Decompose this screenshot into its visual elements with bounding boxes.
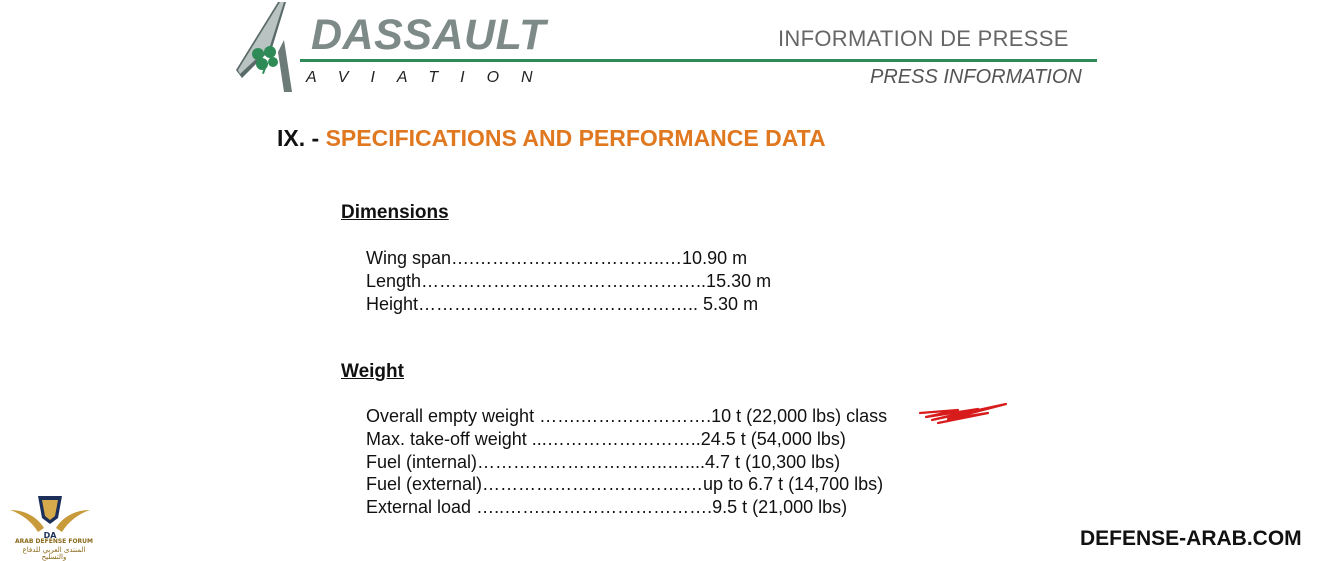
section-title (277, 127, 826, 150)
section-title-text: SPECIFICATIONS AND PERFORMANCE DATA (325, 125, 826, 151)
spec-fuel-external: Fuel (external)…………………………….…up to 6.7 t (14,700 lbs) (366, 474, 884, 495)
spec-length: Length……………….………………………..15.30 m (366, 270, 772, 291)
spec-max-takeoff-weight: Max. take-off weight ...……………………..24.5 t (54,000 lbs) (366, 428, 846, 449)
spec-external-load: External load …..…….……………………….9.5 t (21,000 lbs) (366, 497, 848, 518)
spec-fuel-internal: Fuel (internal)…………………………..…....4.7 t (10,300 lbs) (366, 451, 841, 472)
site-watermark: DEFENSE-ARAB.COM (1080, 527, 1302, 550)
spec-height: Height……………………………………….. 5.30 m (366, 293, 759, 314)
red-scribble-mark (918, 401, 1010, 427)
weight-list (366, 405, 887, 519)
dassault-logo-icon (232, 0, 302, 92)
dimensions-list (366, 247, 771, 315)
spec-empty-weight: Overall empty weight …….………………….10 t (22,000 lbs) class (366, 406, 888, 426)
brand-name: DASSAULT (311, 11, 546, 59)
section-number: IX. - (277, 125, 326, 151)
press-info-english: PRESS INFORMATION (870, 66, 1082, 88)
dimensions-heading: Dimensions (341, 202, 449, 223)
header-divider (300, 59, 1097, 62)
weight-heading: Weight (341, 361, 404, 382)
press-info-french: INFORMATION DE PRESSE (778, 26, 1069, 51)
forum-arabic-name: المنتدى العربي للدفاع والتسليح (22, 546, 86, 561)
brand-subtitle: AVIATION (306, 69, 555, 86)
spec-wing-span: Wing span….…………………………..…10.90 m (366, 248, 748, 268)
svg-text:DA: DA (43, 531, 57, 540)
forum-name: ARAB DEFENSE FORUM (14, 538, 94, 545)
